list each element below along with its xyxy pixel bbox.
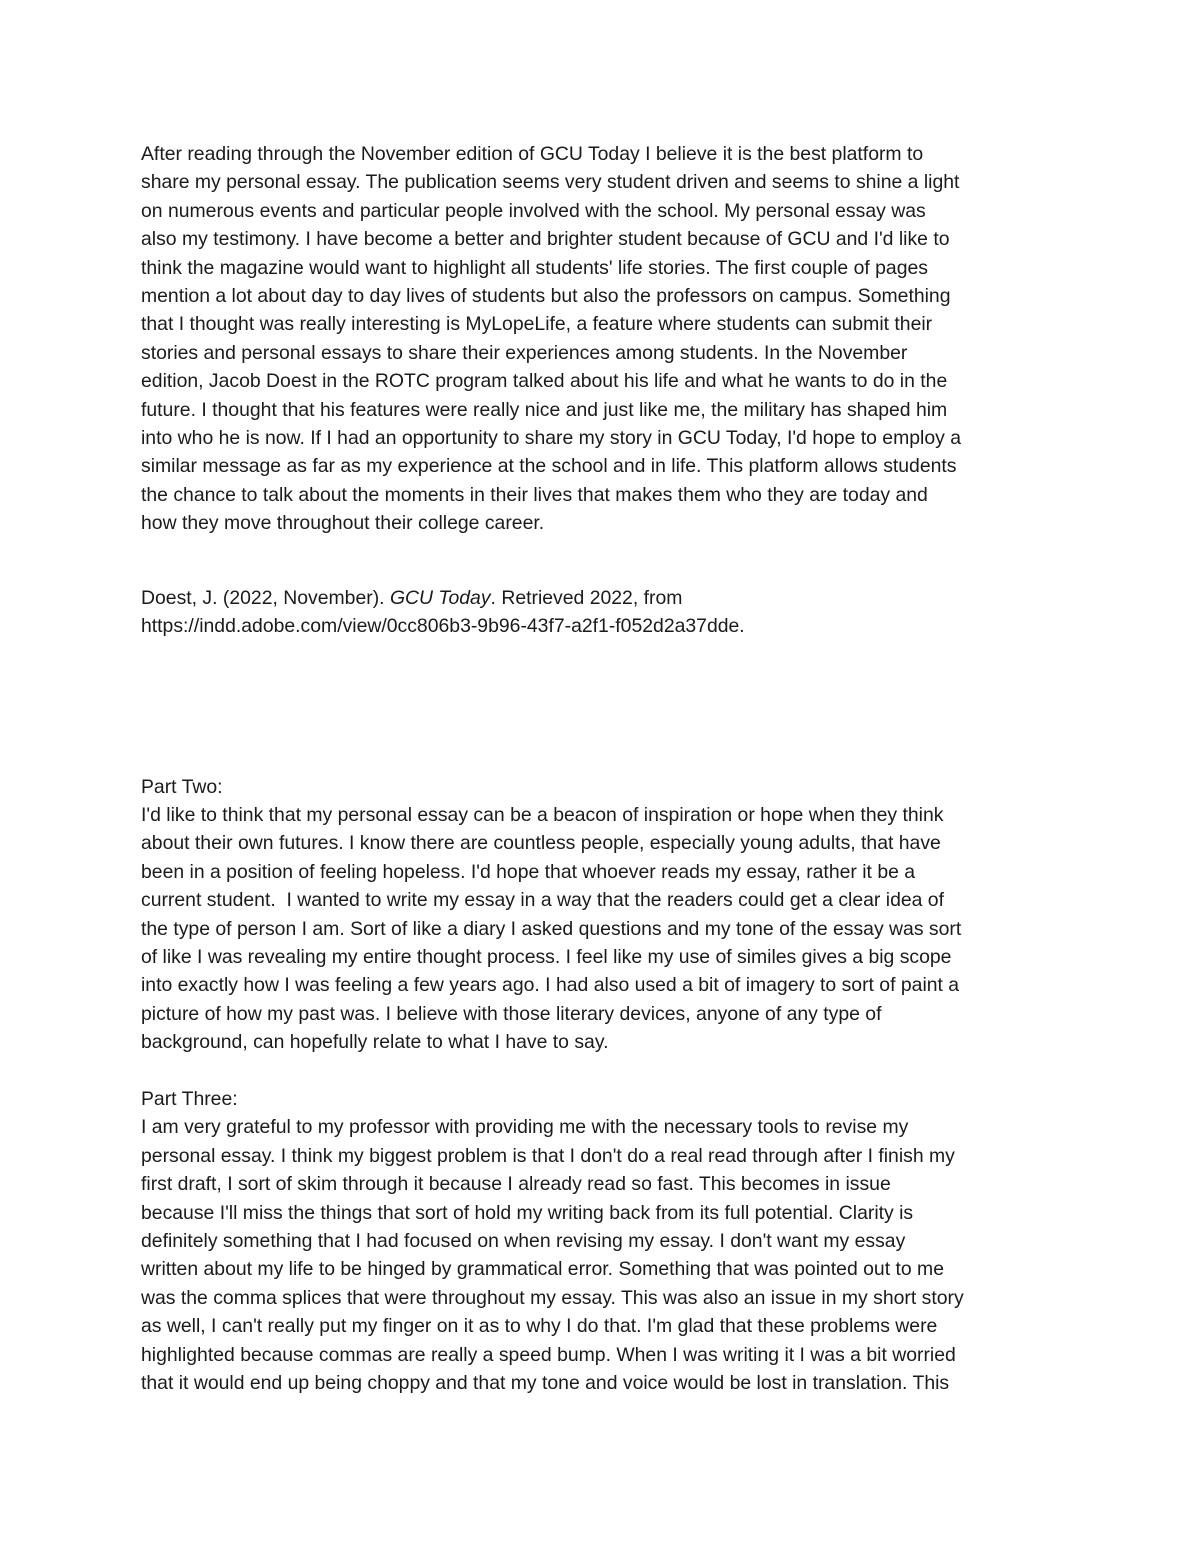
paragraph-line: the type of person I am. Sort of like a diary I asked questions and my tone of the essay was sort [141,917,962,940]
paragraph-line: about their own futures. I know there are countless people, especially young adults, that have [141,832,941,855]
citation-line [141,584,1061,612]
paragraph-line: into exactly how I was feeling a few years ago. I had also used a bit of imagery to sort of paint a [141,974,960,997]
part-two-heading: Part Two: [141,775,223,798]
paragraph-line: how they move throughout their college career. [141,512,545,535]
paragraph-line: been in a position of feeling hopeless. I'd hope that whoever reads my essay, rather it be a [141,860,916,883]
paragraph-line: into who he is now. If I had an opportunity to share my story in GCU Today, I'd hope to employ a [141,427,961,450]
paragraph-line: share my personal essay. The publication seems very student driven and seems to shine a light [141,171,960,194]
citation-author-date: Doest, J. (2022, November). [141,586,390,609]
paragraph-line: of like I was revealing my entire thought process. I feel like my use of similes gives a big scope [141,945,952,968]
paragraph-line: similar message as far as my experience at the school and in life. This platform allows students [141,455,957,478]
paragraph-line: also my testimony. I have become a better and brighter student because of GCU and I'd like to [141,228,950,251]
paragraph-line: written about my life to be hinged by grammatical error. Something that was pointed out to me [141,1258,944,1281]
citation-retrieved: . Retrieved 2022, from [490,586,683,609]
paragraph-line: as well, I can't really put my finger on it as to why I do that. I'm glad that these problems were [141,1315,938,1338]
document-body [141,140,1061,1397]
paragraph-line: I'd like to think that my personal essay can be a beacon of inspiration or hope when they think [141,803,944,826]
citation [141,584,1061,641]
spacer [141,641,1061,773]
spacer [141,1057,1061,1085]
part-one-paragraph [141,140,1061,538]
paragraph-line: picture of how my past was. I believe with those literary devices, anyone of any type of [141,1002,882,1025]
paragraph-line: background, can hopefully relate to what I have to say. [141,1031,609,1054]
paragraph-line: because I'll miss the things that sort of hold my writing back from its full potential. Clarity is [141,1201,914,1224]
paragraph-line: definitely something that I had focused on when revising my essay. I don't want my essay [141,1229,906,1252]
paragraph-line: I am very grateful to my professor with providing me with the necessary tools to revise my [141,1116,909,1139]
paragraph-line: future. I thought that his features were really nice and just like me, the military has shaped him [141,398,948,421]
citation-url: https://indd.adobe.com/view/0cc806b3-9b96-43f7-a2f1-f052d2a37dde. [141,615,745,638]
paragraph-line: highlighted because commas are really a speed bump. When I was writing it I was a bit worried [141,1343,956,1366]
part-three-section [141,1085,1061,1397]
paragraph-line: think the magazine would want to highlight all students' life stories. The first couple of pages [141,256,928,279]
paragraph-line: After reading through the November edition of GCU Today I believe it is the best platform to [141,143,924,165]
paragraph-line: current student. I wanted to write my essay in a way that the readers could get a clear idea of [141,889,944,912]
paragraph-line: first draft, I sort of skim through it because I already read so fast. This becomes in issue [141,1173,891,1196]
paragraph-line: the chance to talk about the moments in their lives that makes them who they are today and [141,483,928,506]
paragraph-line: on numerous events and particular people involved with the school. My personal essay was [141,199,926,222]
paragraph-line: edition, Jacob Doest in the ROTC program talked about his life and what he wants to do in the [141,370,948,393]
citation-title: GCU Today [389,586,491,609]
paragraph-line: stories and personal essays to share their experiences among students. In the November [141,341,908,364]
paragraph-line: that I thought was really interesting is MyLopeLife, a feature where students can submit their [141,313,933,336]
spacer [141,538,1061,584]
paragraph-line: personal essay. I think my biggest problem is that I don't do a real read through after I finish my [141,1144,955,1167]
paragraph-line: that it would end up being choppy and that my tone and voice would be lost in translation. This [141,1372,950,1395]
paragraph-line: was the comma splices that were throughout my essay. This was also an issue in my short story [141,1286,964,1309]
paragraph-line: mention a lot about day to day lives of students but also the professors on campus. Something [141,285,951,308]
part-two-section [141,773,1061,1057]
part-three-heading: Part Three: [141,1087,238,1110]
